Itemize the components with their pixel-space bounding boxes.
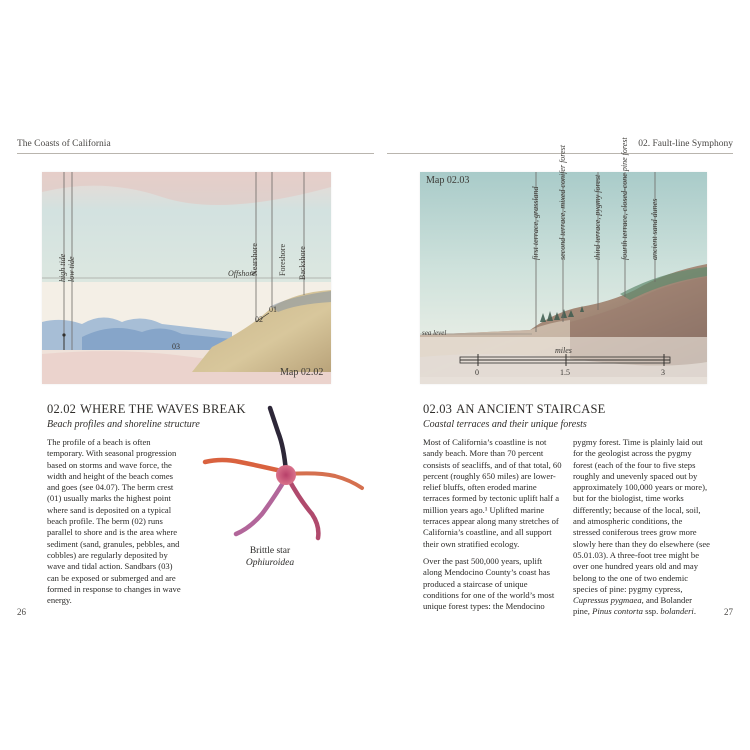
paragraph: Over the past 500,000 years, uplift along Mendocino County’s coast has produced a staircase of unique conditions for one of the world’s most unique forest types: the Mendocino <box>423 555 555 612</box>
paragraph: pygmy forest. Time is plainly laid out for the geologist across the pygmy forest (each of the four to five steps roughly and unevenly spaced out by approximately 100,000 years or more), but for the biologist, time works differently; because of the local, soil, and atmospheric conditions, the stressed coniferous trees grow more slowly here than they do elsewhere (see 05.01.03). A three-foot tree might be over one hundred years old and may belong to the one of two endemic species of pine: pygmy cypress, Cupressus pygmaea, and Bolander pine, Pinus contorta ssp. bolanderi. <box>573 437 710 617</box>
label-berm-crest-01: 01 <box>269 305 277 314</box>
section-subtitle-02-03: Coastal terraces and their unique forests <box>423 419 587 430</box>
paragraph: The profile of a beach is often temporary. With seasonal progression based on storms and wave force, the width and height of the beach comes and goes (see 04.07). The berm crest (01) usually marks the highest point where sand is deposited on a typical beach profile. The berm (02) runs parallel to shore and is the area where sediment (sand, granules, pebbles, and cobbles) are regularly deposited by wave and tidal action. Sandbars (03) can be exposed or submerged and are formed in response to changes in wave energy. <box>47 437 181 606</box>
label-backshore: Backshore <box>298 246 307 280</box>
page-number-right: 27 <box>724 607 733 617</box>
caption-common-name: Brittle star <box>249 546 291 556</box>
label-first-terrace: first terrace, grassland <box>531 186 540 260</box>
body-text-02-03-col1 <box>423 437 563 618</box>
label-low-tide: low tide <box>67 256 76 282</box>
label-fourth-terrace: fourth terrace, closed-cone pine forest <box>620 137 629 260</box>
header-rule-left <box>17 153 374 154</box>
beach-profile-illustration <box>42 172 331 384</box>
label-ancient-sand-dunes: ancient sand dunes <box>650 198 659 260</box>
body-text-02-03-col2 <box>573 437 710 624</box>
label-nearshore: Nearshore <box>250 243 259 276</box>
scale-title-miles: miles <box>555 346 572 355</box>
label-foreshore: Foreshore <box>278 244 287 276</box>
beach-profile-painting <box>42 172 331 384</box>
label-sandbar-03: 03 <box>172 342 180 351</box>
brittle-star-illustration <box>200 402 370 542</box>
paragraph: Most of California’s coastline is not sandy beach. More than 70 percent consists of seacliffs, and of that total, 60 percent (roughly 650 miles) are lower-relief bluffs, often eroded marine terraces formed by tectonic uplift half a million years ago.¹ Uplifted marine terraces appear along many stretches of California’s coastline, and all support their own stratified ecology. <box>423 437 562 549</box>
label-offshore: Offshore <box>228 269 256 278</box>
scale-tick-1-5: 1.5 <box>560 368 570 377</box>
label-berm-02: 02 <box>255 315 263 324</box>
scale-tick-0: 0 <box>475 368 479 377</box>
section-title-02-03 <box>423 402 605 417</box>
label-second-terrace: second terrace, mixed conifer forest <box>558 144 567 260</box>
page-number-left: 26 <box>17 607 26 617</box>
section-heading: AN ANCIENT STAIRCASE <box>456 402 606 416</box>
map-label-02-02: Map 02.02 <box>280 367 324 378</box>
label-high-tide: high tide <box>58 253 67 282</box>
scale-tick-3: 3 <box>661 368 665 377</box>
section-heading: WHERE THE WAVES BREAK <box>80 402 246 416</box>
label-third-terrace: third terrace, pygmy forest <box>593 174 602 260</box>
running-header-right: 02. Fault-line Symphony <box>638 139 733 149</box>
caption-latin-name: Ophiuroidea <box>245 558 295 568</box>
label-sea-level: sea level <box>422 329 447 337</box>
section-number: 02.02 <box>47 402 77 416</box>
brittle-star-caption <box>225 545 315 569</box>
body-text-02-02 <box>47 437 182 612</box>
section-subtitle-02-02: Beach profiles and shoreline structure <box>47 419 200 430</box>
running-header-left: The Coasts of California <box>17 139 111 149</box>
map-label-02-03: Map 02.03 <box>426 175 470 186</box>
section-number: 02.03 <box>423 402 453 416</box>
